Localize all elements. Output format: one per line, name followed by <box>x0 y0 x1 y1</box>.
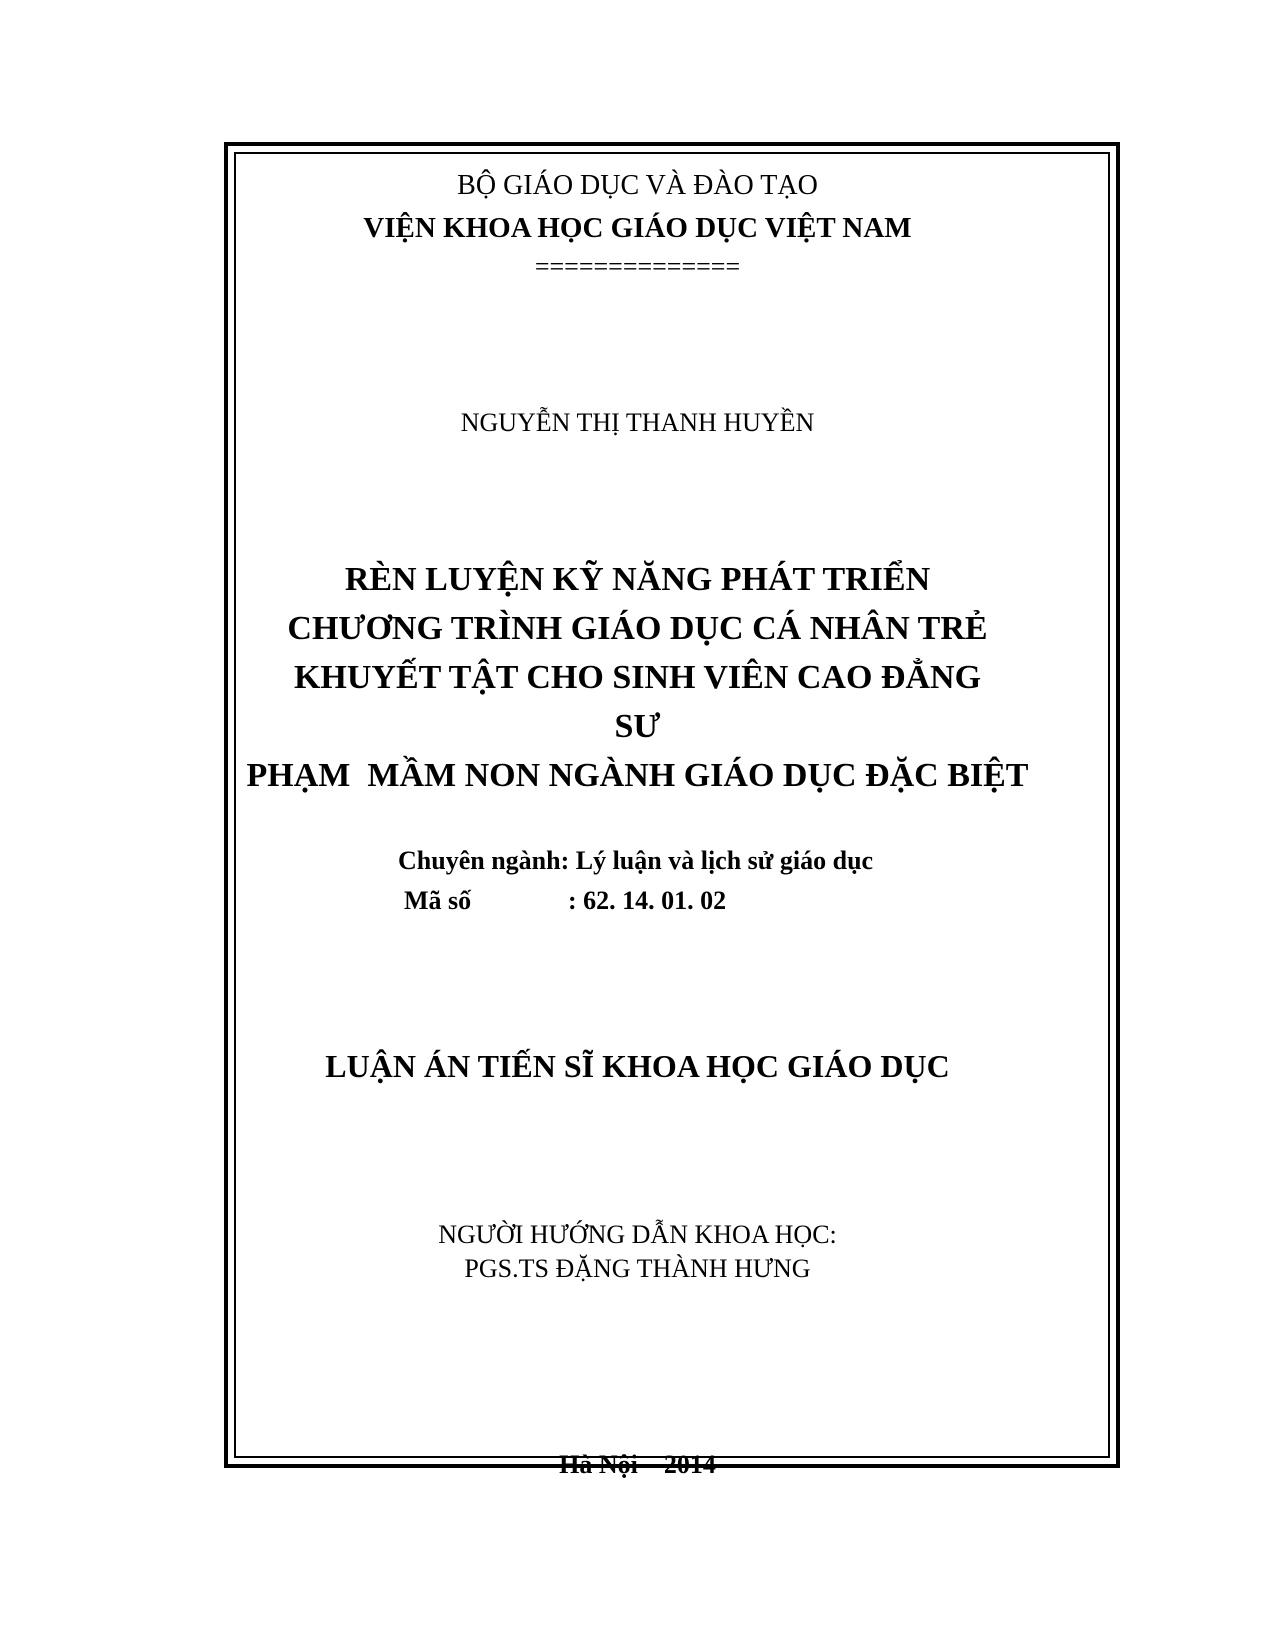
separator-line: ============== <box>534 252 741 281</box>
thesis-title-line-3: KHUYẾT TẬT CHO SINH VIÊN CAO ĐẲNG <box>293 659 982 696</box>
thesis-title-line-2: CHƯƠNG TRÌNH GIÁO DỤC CÁ NHÂN TRẺ <box>287 610 988 647</box>
thesis-title-line-4: SƯ <box>614 708 661 745</box>
author-name: NGUYỄN THỊ THANH HUYỀN <box>460 408 815 437</box>
ministry-name: BỘ GIÁO DỤC VÀ ĐÀO TẠO <box>457 170 818 201</box>
degree-title: LUẬN ÁN TIẾN SĨ KHOA HỌC GIÁO DỤC <box>325 1048 950 1084</box>
specialty-field: Chuyên ngành: Lý luận và lịch sử giáo dục <box>398 846 874 875</box>
code-value: : 62. 14. 01. 02 <box>568 886 727 915</box>
code-label: Mã số <box>404 886 472 915</box>
thesis-title-line-1: RÈN LUYỆN KỸ NĂNG PHÁT TRIỂN <box>344 561 931 598</box>
advisor-name: PGS.TS ĐẶNG THÀNH HƯNG <box>464 1254 811 1283</box>
thesis-title-line-5: PHẠM MẦM NON NGÀNH GIÁO DỤC ĐẶC BIỆT <box>246 757 1029 794</box>
institute-name: VIỆN KHOA HỌC GIÁO DỤC VIỆT NAM <box>363 212 912 244</box>
advisor-label: NGƯỜI HƯỚNG DẪN KHOA HỌC: <box>438 1220 837 1249</box>
place-date: Hà Nội – 2014 <box>559 1450 716 1479</box>
